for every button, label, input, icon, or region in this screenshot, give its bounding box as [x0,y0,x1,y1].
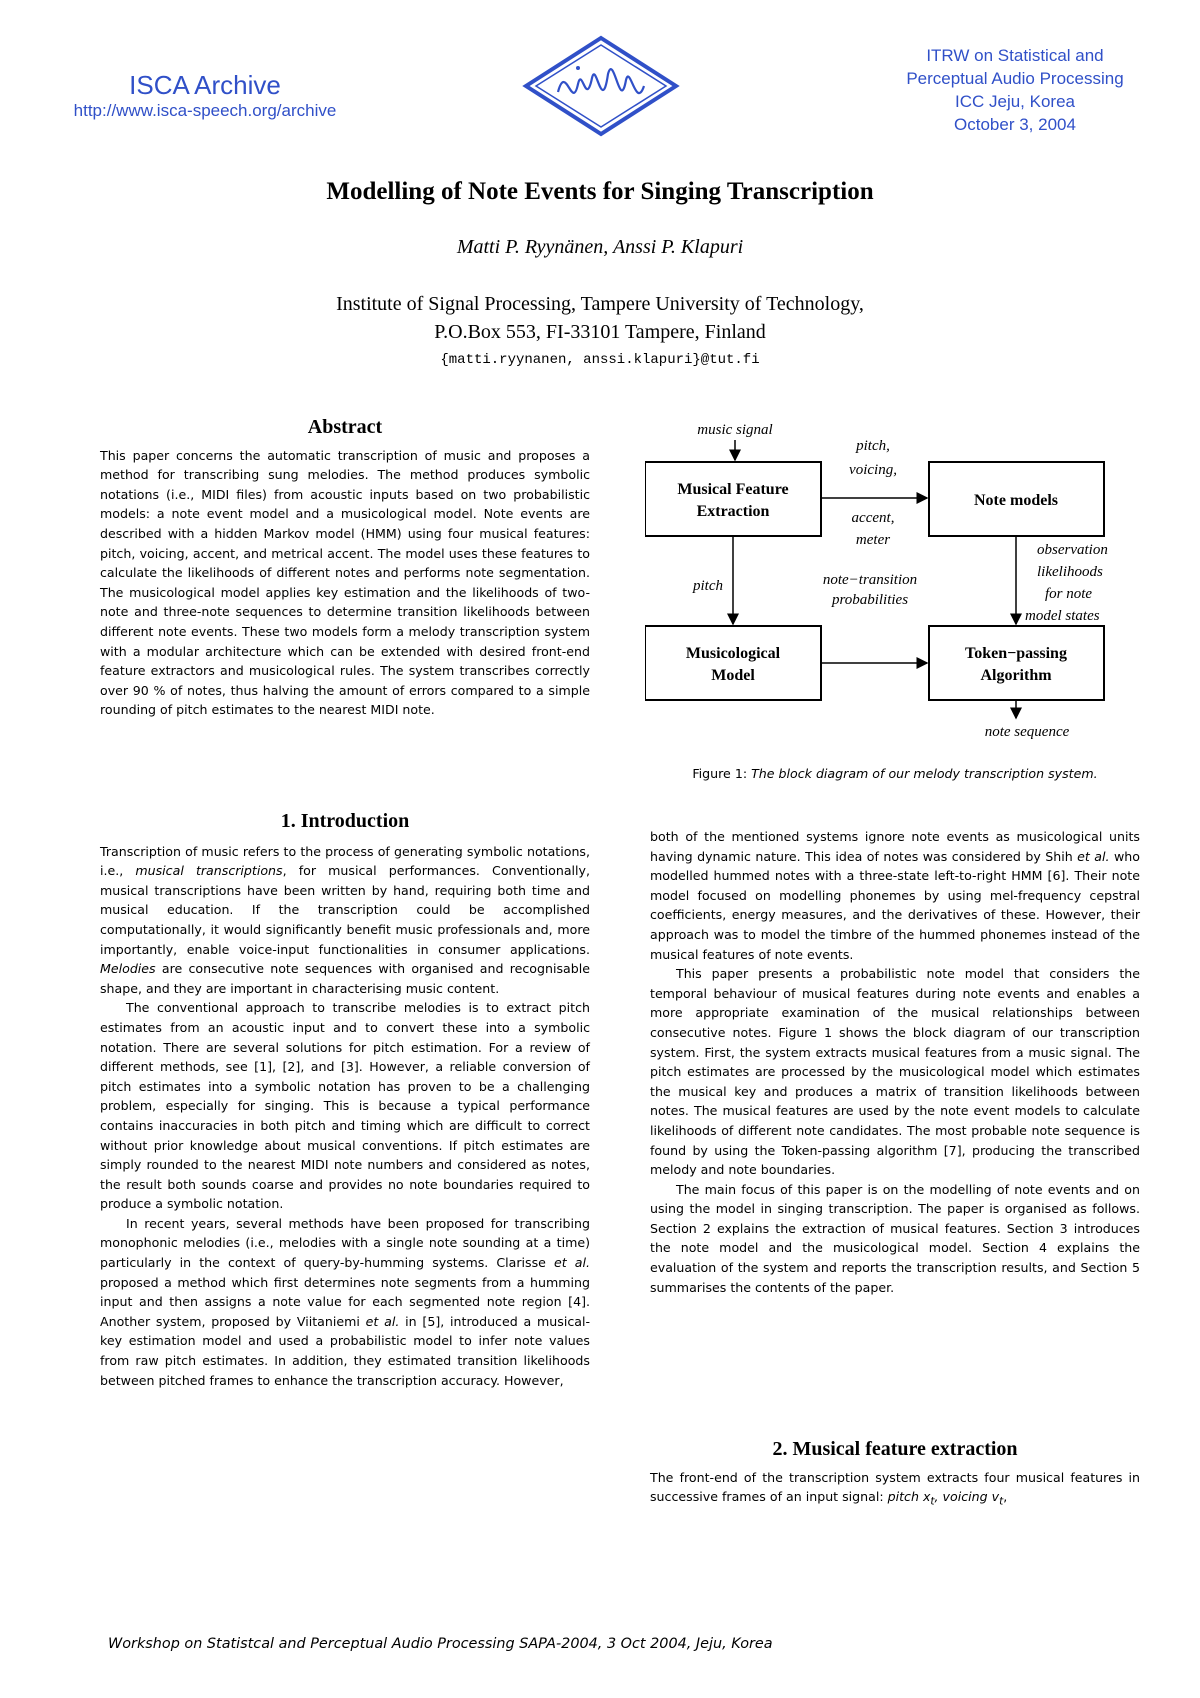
label-feature-voicing: voicing, [849,462,897,478]
box-token-passing [929,626,1104,700]
paper-title: Modelling of Note Events for Singing Transcription [326,178,874,205]
label-transition-line1: note−transition [822,572,918,588]
introduction-heading: 1. Introduction [280,810,410,832]
paper-authors: Matti P. Ryynänen, Anssi P. Klapuri [456,236,744,258]
abstract-text: This paper concerns the automatic transcription of music and proposes a method for transcribing sung melodies. The method produces symbolic notations (i.e., MIDI files) from acoustic inputs based on two probabilistic models: a note event model and a musicological model. Note events are described with a hidden Markov model (HMM) using four musical features: pitch, voicing, accent, and metrical accent. The model uses these features to calculate the likelihoods of different notes and performs note segmentation. The musicological model applies key estimation and the likelihoods of two-note and three-note sequences to determine transition likelihoods between different note events. These two models form a melody transcription system with a modular architecture which can be extended with desired front-end feature extractors and musicological rules. The system transcribes correctly over 90 % of notes, thus halving the amount of errors compared to a simple rounding of pitch estimates to the nearest MIDI note. [100,447,590,718]
label-feature-pitch: pitch, [856,438,890,454]
right-column-text [650,827,1140,1297]
label-transition-line2: probabilities [831,592,909,608]
box-feature-extraction-line2: Extraction [696,503,770,520]
archive-title: ISCA Archive [129,70,281,100]
caption-label: Figure 1: [692,766,748,781]
author-email: {matti.ryynanen, anssi.klapuri}@tut.fi [440,352,760,368]
abstract-heading: Abstract [307,416,383,438]
affiliation-line: Institute of Signal Processing, Tampere University of Technology, [336,293,864,315]
label-music-signal: music signal [697,422,773,438]
box-feature-extraction-line1: Musical Feature [677,481,789,498]
box-musicological-line2: Model [711,667,755,684]
intro-paragraph-1: Transcription of music refers to the process of generating symbolic notations, i.e., musical transcriptions, for musical performances. Conventionally, musical transcriptions have been written by hand, requiring both time and musical education. If the transcription could be accomplished computationally, it would significantly benefit music professionals and, more importantly, enable voice-input functionalities in consumer applications. Melodies are consecutive note sequences with organised and recognisable shape, and they are important in characterising music content. [100,843,590,996]
conference-line: Perceptual Audio Processing [906,69,1124,88]
page-footer: Workshop on Statistcal and Perceptual Audio Processing SAPA-2004, 3 Oct 2004, Jeju, Korea [108,1636,773,1652]
box-note-models-label: Note models [974,492,1058,509]
feature-extraction-text: The front-end of the transcription system extracts four musical features in successive frames of an input signal: pitch $x_t$, voicing $v_t$, [650,1469,1140,1508]
label-model-states: model states [1025,608,1100,624]
feature-extraction-heading: 2. Musical feature extraction [772,1438,1018,1460]
conference-line: ICC Jeju, Korea [955,92,1075,111]
affiliation-line: P.O.Box 553, FI-33101 Tampere, Finland [434,321,766,343]
conference-line: ITRW on Statistical and [926,46,1104,65]
box-token-passing-line2: Algorithm [980,667,1052,684]
caption-text: The block diagram of our melody transcription system. [751,766,1098,781]
box-feature-extraction [645,462,821,536]
label-for-note: for note [1045,586,1093,602]
label-note-sequence: note sequence [984,724,1070,740]
box-musicological-line1: Musicological [685,645,781,662]
label-feature-accent: accent, [851,510,895,526]
isca-archive-block [55,70,355,122]
archive-url[interactable]: http://www.isca-speech.org/archive [73,101,337,120]
intro-paragraph-3: In recent years, several methods have been proposed for transcribing monophonic melodies (i.e., melodies with a single note sounding at a time) particularly in the context of query-by-humming systems. Clarisse et al. proposed a method which first determines note segments from a humming input and then assigns a note value for each segmented note region [4]. Another system, proposed by Viitaniemi et al. in [5], introduced a musical-key estimation model and used a probabilistic model to infer note values from raw pitch estimates. In addition, they estimated transition likelihoods between pitched frames to enhance the transcription accuracy. However, [100,1215,590,1388]
feature-extraction-section [650,1440,1140,1512]
intro-paragraph-2: The conventional approach to transcribe melodies is to extract pitch estimates from an acoustic input and to convert these into a symbolic notation. There are several solutions for pitch estimation. For a review of different methods, see [1], [2], and [3]. However, a reliable conversion of pitch estimates into a symbolic notation has proven to be a challenging problem, especially for singing. This is because a typical performance contains inaccuracies in both pitch and timing which are difficult to correct without prior knowledge about musical conventions. If pitch estimates are simply rounded to the nearest MIDI note numbers and considered as notes, the result both sounds coarse and provides no note boundaries required to produce a symbolic notation. [100,1000,590,1212]
label-pitch: pitch [693,578,723,594]
conference-info [900,44,1130,136]
label-observation: observation [1037,542,1108,558]
conference-line: October 3, 2004 [954,115,1076,134]
introduction-section [100,812,590,1390]
abstract-section [100,418,590,720]
box-token-passing-line1: Token−passing [965,645,1067,662]
intro-right-paragraph-3: The main focus of this paper is on the modelling of note events and on using the model in singing transcription. The paper is organised as follows. Section 2 explains the extraction of musical features. Section 3 introduces the note model and the musicological model. Section 4 explains the evaluation of the system and reports the transcription results, and Section 5 summarises the contents of the paper. [650,1181,1140,1295]
label-likelihoods: likelihoods [1037,564,1103,580]
box-musicological-model [645,626,821,700]
intro-right-paragraph-2: This paper presents a probabilistic note model that considers the temporal behaviour of musical features during note events and enables a more appropriate examination of the musical relationships between consecutive notes. Figure 1 shows the block diagram of our transcription system. First, the system extracts musical features from a music signal. The pitch estimates are processed by the musicological model which estimates the musical key and produces a matrix of transition likelihoods between notes. The musical features are used by the note event models to calculate likelihoods of different note candidates. The most probable note sequence is found by using the Token-passing algorithm [7], producing the transcribed melody and note boundaries. [650,966,1140,1178]
intro-right-paragraph-1: both of the mentioned systems ignore note events as musicological units having dynamic nature. This idea of notes was considered by Shih et al. who modelled hummed notes with a three-state left-to-right HMM [6]. Their note model focused on modelling phonemes by using mel-frequency cepstral coefficients, energy measures, and the derivatives of these. However, their approach was to model the timbre of the hummed phonemes instead of the musical features of note events. [650,829,1140,962]
affiliation [100,290,1100,346]
label-feature-meter: meter [855,532,891,548]
block-diagram [645,418,1135,748]
isca-logo-icon [516,32,686,140]
figure-caption [650,766,1140,781]
